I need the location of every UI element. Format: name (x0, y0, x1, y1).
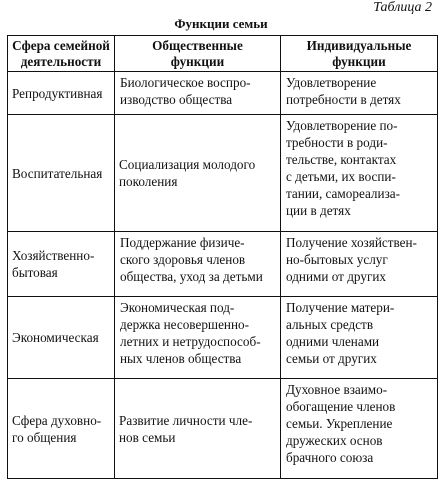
cell-line: нов семьи (119, 429, 176, 445)
cell-line: Удовлетворение (286, 75, 377, 90)
cell-line: Социализация молодого (119, 157, 256, 172)
header-public-line: функции (170, 53, 225, 69)
cell-line: потребности в детях (286, 92, 401, 107)
cell-line: Получение хозяйствен- (286, 235, 417, 250)
cell-line: брачного союза (286, 450, 374, 465)
cell-line: Получение матери- (286, 300, 395, 315)
cell-line: изводство общества (120, 92, 233, 107)
family-functions-table (7, 35, 438, 479)
cell-line: но-бытовых услуг (286, 252, 388, 267)
header-individual-line: функции (332, 53, 386, 69)
cell-line: семьи. Укрепление (286, 416, 393, 431)
public-function-cell (115, 72, 281, 115)
cell-line: требности в роди- (286, 135, 388, 150)
cell-line: Развитие личности чле- (119, 412, 253, 428)
cell-line: бытовая (12, 265, 58, 280)
cell-line: с детьми, их воспи- (286, 169, 396, 184)
cell-line: держка несовершенно- (120, 317, 250, 332)
cell-line: обогащение членов (286, 399, 396, 414)
cell-line: одними членами (286, 334, 380, 349)
header-individual (281, 36, 438, 72)
cell-line: ского здоровья членов (120, 252, 246, 267)
public-function-cell (115, 232, 281, 297)
cell-line: Воспитательная (12, 165, 103, 181)
area-cell (8, 232, 115, 297)
cell-line: го общения (12, 429, 77, 445)
cell-line: поколения (119, 174, 178, 189)
header-area (8, 36, 115, 72)
cell-line: Поддержание физиче- (120, 235, 245, 250)
table-number: Таблица 2 (373, 0, 432, 15)
area-cell (8, 297, 115, 379)
cell-line: летних и нетрудоспособ- (120, 334, 261, 349)
cell-line: Удовлетворение по- (286, 118, 398, 133)
public-function-cell (115, 379, 281, 479)
header-public-line: Общественные (152, 37, 243, 53)
table-row (8, 115, 438, 232)
table-row (8, 72, 438, 115)
cell-line: тании, самореализа- (286, 186, 401, 201)
header-area-line: деятельности (20, 53, 102, 69)
cell-line: Биологическое воспро- (120, 75, 251, 90)
cell-line: Экономическая (12, 330, 99, 345)
area-cell (8, 72, 115, 115)
cell-line: тельстве, контактах (286, 152, 397, 167)
individual-function-cell (281, 297, 438, 379)
area-cell (8, 379, 115, 479)
cell-line: Хозяйственно- (12, 248, 95, 263)
cell-line: Духовное взаимо- (286, 382, 388, 397)
header-individual-line: Индивидуальные (306, 37, 412, 53)
individual-function-cell (281, 115, 438, 232)
public-function-cell (115, 297, 281, 379)
cell-line: общества, уход за детьми (120, 269, 263, 284)
cell-line: Экономическая под- (120, 300, 235, 315)
cell-line: альных средств (286, 317, 374, 332)
cell-line: Сфера духовно- (12, 412, 102, 428)
table-caption: Функции семьи (174, 16, 268, 31)
individual-function-cell (281, 72, 438, 115)
cell-line: одними от других (286, 269, 387, 284)
cell-line: семьи от других (286, 351, 377, 366)
table-row (8, 379, 438, 479)
cell-line: Репродуктивная (12, 85, 103, 101)
area-cell (8, 115, 115, 232)
cell-line: дружеских основ (286, 433, 383, 448)
cell-line: ных членов общества (120, 351, 242, 366)
cell-line: ции в детях (286, 203, 351, 218)
header-area-line: Сфера семейной (12, 37, 110, 53)
individual-function-cell (281, 232, 438, 297)
individual-function-cell (281, 379, 438, 479)
table-row (8, 297, 438, 379)
table-row (8, 232, 438, 297)
header-public (115, 36, 281, 72)
header-row (8, 36, 438, 72)
public-function-cell (115, 115, 281, 232)
